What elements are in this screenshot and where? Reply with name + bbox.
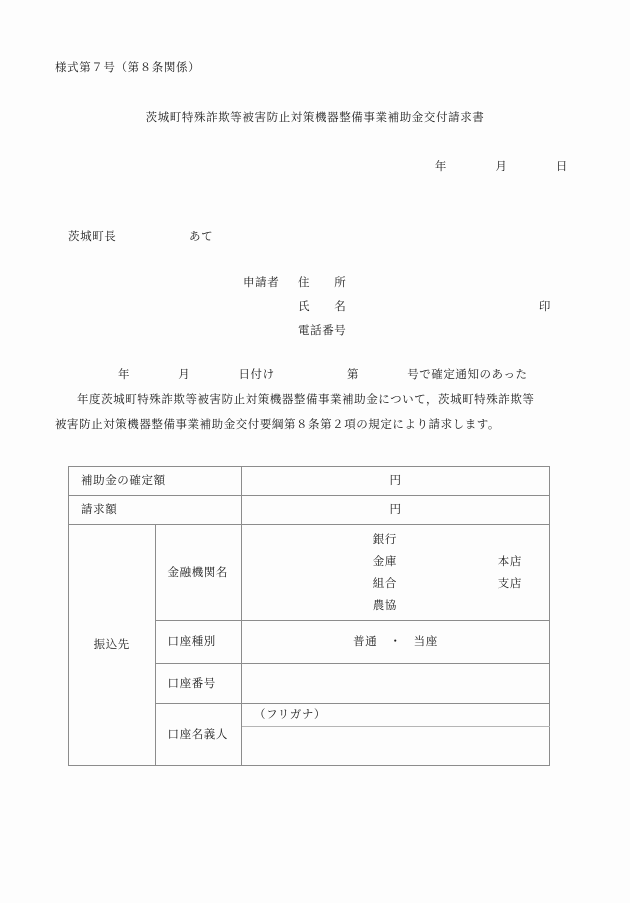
seal-mark: 印 xyxy=(538,299,551,313)
applicant-block xyxy=(243,277,573,349)
account-type-label-cell xyxy=(155,621,242,664)
institution-kind-row xyxy=(242,573,549,595)
applicant-name-row xyxy=(243,301,573,325)
addressee-line: 茨城町長 あて xyxy=(68,229,214,243)
document-title: 茨城町特殊詐欺等被害防止対策機器整備事業補助金交付請求書 xyxy=(145,110,485,124)
transfer-destination-label: 振込先 xyxy=(93,637,130,652)
body-line-3: 被害防止対策機器整備事業補助金交付要綱第８条第２項の規定により請求します。 xyxy=(55,417,500,431)
institution-kind-union: 組合 xyxy=(372,575,397,590)
institution-kind-row xyxy=(242,529,549,551)
applicant-address-label: 住 所 xyxy=(298,275,347,289)
confirmed-amount-label: 補助金の確定額 xyxy=(81,473,166,488)
claim-amount-label-cell xyxy=(69,496,242,525)
confirmed-amount-unit: 円 xyxy=(389,473,402,488)
body-line-1: 年 月 日付け 第 号で確定通知のあった xyxy=(118,367,528,381)
applicant-phone-label: 電話番号 xyxy=(298,323,347,337)
furigana-value-cell[interactable] xyxy=(242,704,550,727)
institution-kind-grid xyxy=(242,525,549,620)
branch-kind-head-office: 本店 xyxy=(497,553,522,568)
account-number-label-cell xyxy=(155,664,242,704)
institution-kind-nokyo: 農協 xyxy=(372,597,397,612)
institution-kind-row xyxy=(242,595,549,617)
applicant-name-label: 氏 名 xyxy=(298,299,347,313)
form-number: 様式第７号（第８条関係） xyxy=(55,60,201,74)
account-type-label: 口座種別 xyxy=(167,634,216,649)
account-type-value-cell[interactable] xyxy=(242,621,550,664)
account-holder-label-cell xyxy=(155,704,242,766)
applicant-kicker: 申請者 xyxy=(243,275,280,289)
financial-institution-label-cell xyxy=(155,525,242,621)
financial-institution-value-cell[interactable] xyxy=(242,525,550,621)
body-line-2: 年度茨城町特殊詐欺等被害防止対策機器整備事業補助金について，茨城町特殊詐欺等 xyxy=(77,392,535,406)
transfer-destination-label-cell xyxy=(69,525,156,766)
applicant-address-row xyxy=(243,277,573,301)
furigana-label: （フリガナ） xyxy=(254,707,327,722)
applicant-phone-row xyxy=(243,325,573,349)
institution-kind-shinkin: 金庫 xyxy=(372,553,397,568)
institution-kind-bank: 銀行 xyxy=(372,531,397,546)
institution-kind-row xyxy=(242,551,549,573)
account-number-label: 口座番号 xyxy=(167,675,216,690)
issue-date-line: 年 月 日 xyxy=(434,159,568,173)
table-row-confirmed-amount xyxy=(69,467,550,496)
table-row-claim-amount xyxy=(69,496,550,525)
account-type-options: 普通 ・ 当座 xyxy=(353,634,438,649)
account-number-value-cell[interactable] xyxy=(242,664,550,704)
table-row-financial-institution xyxy=(69,525,550,621)
claim-amount-unit: 円 xyxy=(389,502,402,517)
account-holder-value-cell[interactable] xyxy=(242,727,550,766)
branch-kind-branch-office: 支店 xyxy=(497,575,522,590)
account-holder-label: 口座名義人 xyxy=(167,726,228,741)
claim-amount-label: 請求額 xyxy=(81,502,118,517)
claim-amount-value-cell[interactable] xyxy=(242,496,550,525)
claim-details-table xyxy=(68,466,550,766)
body-paragraph xyxy=(55,369,555,444)
financial-institution-label: 金融機関名 xyxy=(167,564,228,579)
confirmed-amount-label-cell xyxy=(69,467,242,496)
confirmed-amount-value-cell[interactable] xyxy=(242,467,550,496)
